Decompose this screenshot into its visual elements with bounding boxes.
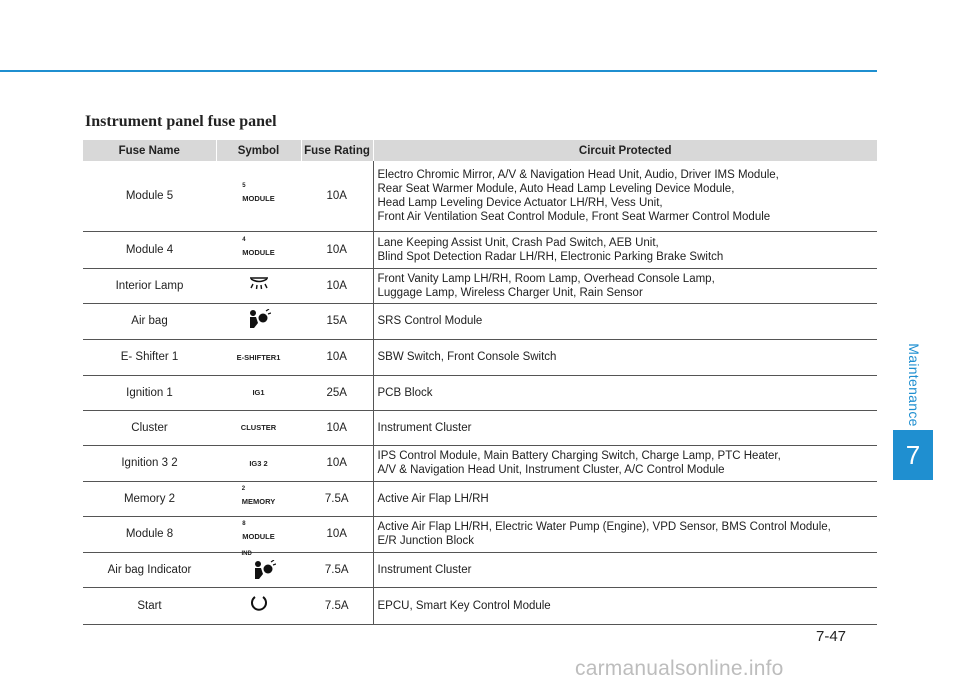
fuse-rating-cell: 15A xyxy=(301,303,373,339)
circuit-text: EPCU, Smart Key Control Module xyxy=(377,599,551,612)
fuse-rating-cell: 10A xyxy=(301,516,373,552)
circuit-text: Front Vanity Lamp LH/RH, Room Lamp, Overhead Console Lamp, Luggage Lamp, Wireless Charger Unit, Rain Sensor xyxy=(377,272,715,299)
symbol-superscript: 8 xyxy=(242,521,246,527)
watermark: carmanualsonline.info xyxy=(575,657,784,680)
table-row xyxy=(83,445,877,481)
circuit-text: IPS Control Module, Main Battery Charging Switch, Charge Lamp, PTC Heater, A/V & Navigation Head Unit, Instrument Cluster, A/C Control Module xyxy=(377,450,781,476)
symbol-label: CLUSTER xyxy=(240,423,277,432)
circuit-protected-cell xyxy=(373,161,877,231)
symbol-label: E-SHIFTER1 xyxy=(236,352,281,362)
fuse-rating-cell: 7.5A xyxy=(301,587,373,624)
table-row xyxy=(83,231,877,268)
symbol-superscript: 4 xyxy=(242,236,246,243)
airbag-icon xyxy=(252,560,276,585)
symbol-superscript: IND xyxy=(241,551,252,557)
fuse-rating-cell: 7.5A xyxy=(301,552,373,587)
side-tab-label: Maintenance xyxy=(906,343,922,427)
fuse-name-cell: Module 8 xyxy=(83,516,216,552)
symbol-superscript: 5 xyxy=(242,182,246,189)
table-row xyxy=(83,339,877,375)
table-row xyxy=(83,481,877,516)
fuse-name-cell: Air bag Indicator xyxy=(83,552,216,587)
header-symbol: Symbol xyxy=(216,140,301,161)
fuse-name-cell: Interior Lamp xyxy=(83,268,216,303)
fuse-name-cell: Module 5 xyxy=(83,161,216,231)
fuse-rating-cell: 10A xyxy=(301,231,373,268)
circuit-protected-cell xyxy=(373,339,877,375)
header-circuit-protected: Circuit Protected xyxy=(373,140,877,161)
fuse-name-cell: Ignition 3 2 xyxy=(83,445,216,481)
circuit-protected-cell xyxy=(373,303,877,339)
start-icon xyxy=(249,606,269,615)
fuse-rating-cell: 10A xyxy=(301,445,373,481)
fuse-symbol-cell xyxy=(216,303,301,339)
fuse-symbol-cell xyxy=(216,231,301,268)
fuse-name-cell: Air bag xyxy=(83,303,216,339)
fuse-symbol-cell xyxy=(216,516,301,552)
header-fuse-name: Fuse Name xyxy=(83,140,216,161)
circuit-protected-cell xyxy=(373,481,877,516)
fuse-rating-cell: 10A xyxy=(301,410,373,445)
chapter-number-tab: 7 xyxy=(893,430,933,480)
fuse-name-cell: Start xyxy=(83,587,216,624)
fuse-name-cell: Memory 2 xyxy=(83,481,216,516)
table-header-row xyxy=(83,140,877,161)
fuse-symbol-cell xyxy=(216,339,301,375)
fuse-symbol-cell xyxy=(216,161,301,231)
table-row xyxy=(83,552,877,587)
circuit-protected-cell xyxy=(373,231,877,268)
table-row xyxy=(83,516,877,552)
circuit-protected-cell xyxy=(373,587,877,624)
interior-lamp-icon xyxy=(244,284,274,293)
fuse-rating-cell: 7.5A xyxy=(301,481,373,516)
fuse-rating-cell: 25A xyxy=(301,375,373,410)
fuse-symbol-cell xyxy=(216,268,301,303)
section-title: Instrument panel fuse panel xyxy=(85,113,277,130)
symbol-label: MODULE xyxy=(242,193,275,203)
circuit-text: SRS Control Module xyxy=(377,315,483,327)
table-row xyxy=(83,303,877,339)
table-row xyxy=(83,161,877,231)
symbol-label: MODULE xyxy=(242,247,275,257)
circuit-protected-cell xyxy=(373,445,877,481)
circuit-protected-cell xyxy=(373,552,877,587)
top-divider xyxy=(0,70,877,72)
fuse-symbol-cell xyxy=(216,410,301,445)
circuit-protected-cell xyxy=(373,410,877,445)
symbol-label: IG3 2 xyxy=(249,458,268,468)
table-row xyxy=(83,410,877,445)
fuse-rating-cell: 10A xyxy=(301,339,373,375)
circuit-text: SBW Switch, Front Console Switch xyxy=(377,351,557,363)
symbol-label: MODULE xyxy=(242,532,275,541)
circuit-text: Instrument Cluster xyxy=(377,563,472,576)
fuse-rating-cell: 10A xyxy=(301,268,373,303)
circuit-text: Electro Chromic Mirror, A/V & Navigation Head Unit, Audio, Driver IMS Module, Rear Seat Warmer Module, Auto Head Lamp Leveling Device Module, Head Lamp Leveling Device Actuator LH/RH, Vess Unit, Front Air Ventilation Seat Control Module, Front Seat Warmer Control Module xyxy=(377,168,779,223)
table-row xyxy=(83,268,877,303)
header-fuse-rating: Fuse Rating xyxy=(301,140,373,161)
table-row xyxy=(83,375,877,410)
fuse-symbol-cell xyxy=(216,587,301,624)
fuse-name-cell: Cluster xyxy=(83,410,216,445)
table-row xyxy=(83,587,877,624)
fuse-symbol-cell xyxy=(216,552,301,587)
circuit-protected-cell xyxy=(373,268,877,303)
circuit-protected-cell xyxy=(373,375,877,410)
fuse-rating-cell: 10A xyxy=(301,161,373,231)
symbol-label: IG1 xyxy=(252,388,265,397)
fuse-table xyxy=(83,140,877,625)
symbol-label: MEMORY xyxy=(241,496,276,506)
circuit-text: Active Air Flap LH/RH, Electric Water Pump (Engine), VPD Sensor, BMS Control Module, E/R Junction Block xyxy=(377,521,831,547)
fuse-name-cell: Module 4 xyxy=(83,231,216,268)
circuit-protected-cell xyxy=(373,516,877,552)
circuit-text: PCB Block xyxy=(377,386,433,399)
page-number: 7-47 xyxy=(816,628,847,645)
fuse-symbol-cell xyxy=(216,375,301,410)
fuse-symbol-cell xyxy=(216,481,301,516)
airbag-icon xyxy=(247,322,271,331)
circuit-text: Active Air Flap LH/RH xyxy=(377,492,489,505)
fuse-name-cell: E- Shifter 1 xyxy=(83,339,216,375)
fuse-symbol-cell xyxy=(216,445,301,481)
symbol-superscript: 2 xyxy=(241,485,246,492)
circuit-text: Lane Keeping Assist Unit, Crash Pad Switch, AEB Unit, Blind Spot Detection Radar LH/RH, Electronic Parking Brake Switch xyxy=(377,236,724,263)
fuse-name-cell: Ignition 1 xyxy=(83,375,216,410)
circuit-text: Instrument Cluster xyxy=(377,421,472,434)
